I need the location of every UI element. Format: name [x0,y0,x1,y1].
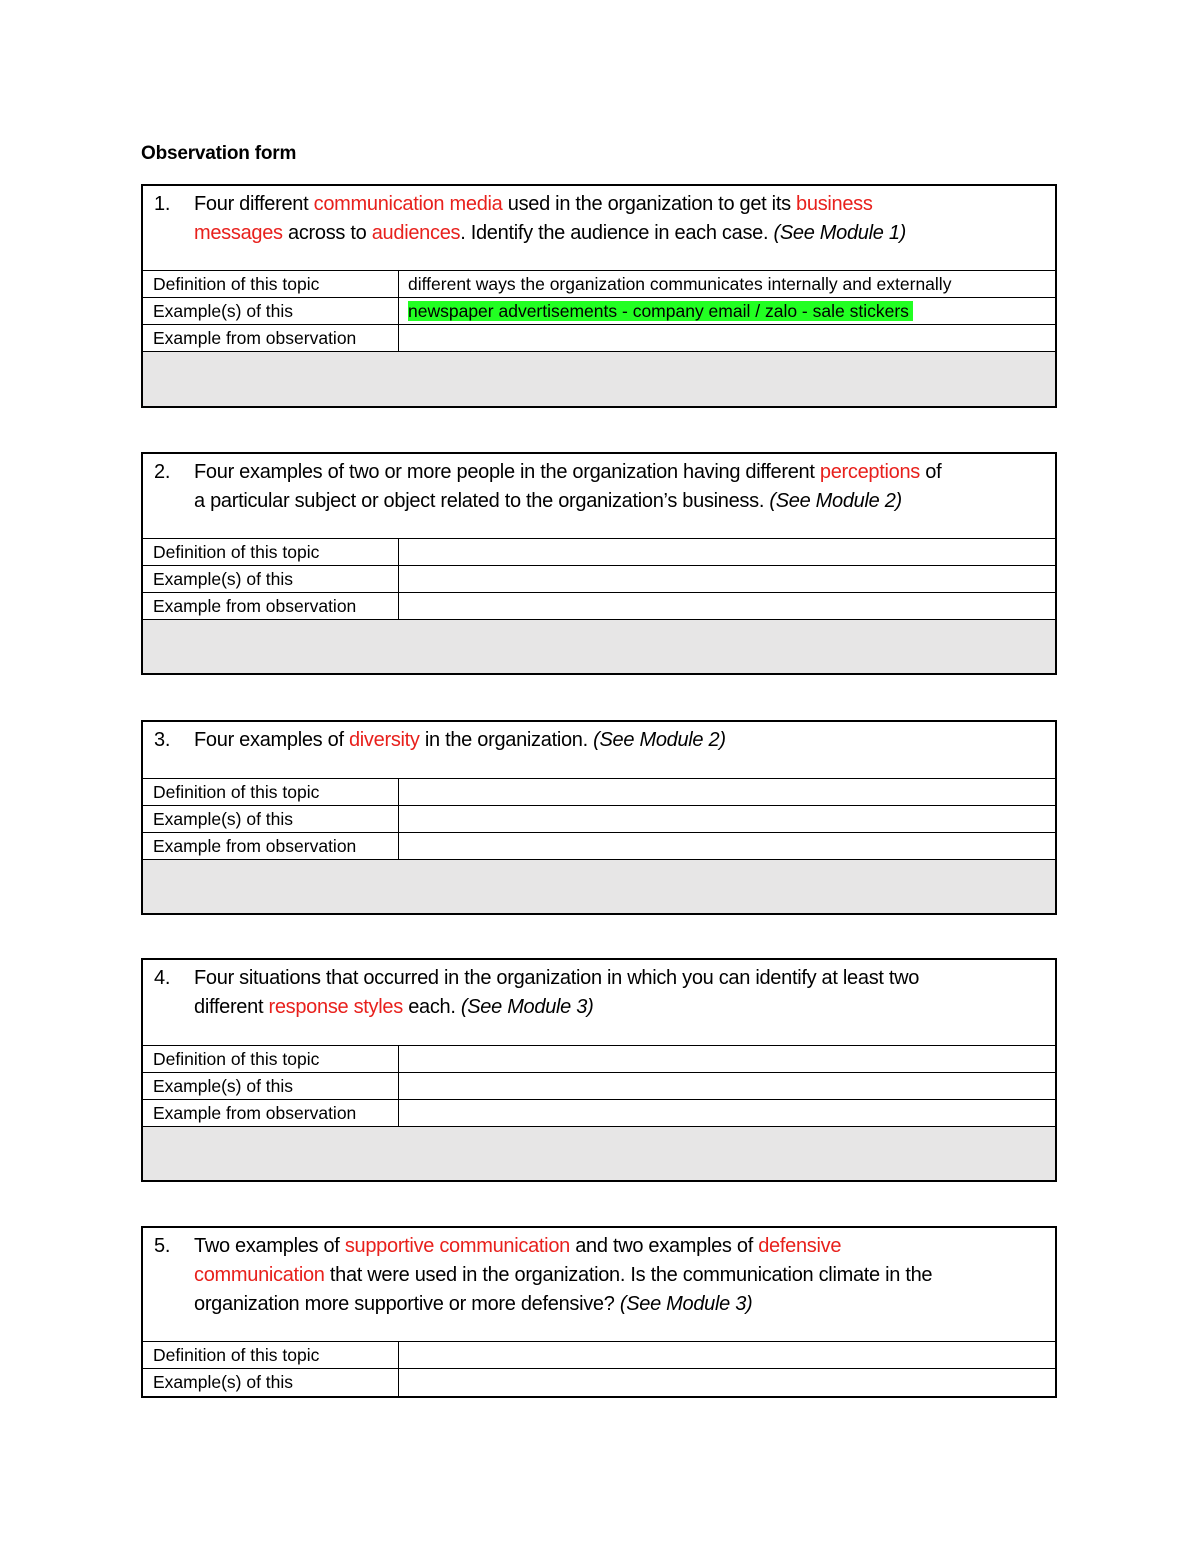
question-number: 3. [154,729,171,751]
keyword: perceptions [819,461,920,483]
question-text: Four examples of diversity in the organization. (See Module 2) [194,729,726,751]
module-reference: (See Module 2) [769,490,902,512]
question-text: Four different communication media used in the organization to get its business [194,193,873,215]
answer-area[interactable] [143,620,1055,673]
definition-field[interactable] [399,539,1055,565]
page-title: Observation form [141,143,297,164]
question-number: 1. [154,193,171,215]
module-reference: (See Module 1) [773,222,907,244]
definition-row [143,779,1055,806]
keyword: defensive [758,1235,842,1257]
question-block-1 [141,184,1057,408]
keyword: business [796,193,873,215]
keyword: communication [194,1264,325,1286]
examples-row [143,1073,1055,1100]
observation-row [143,325,1055,352]
row-label: Example from observation [143,1100,399,1126]
row-label: Example(s) of this [143,1369,399,1396]
observation-row [143,833,1055,860]
definition-field[interactable]: different ways the organization communicates internally and externally [408,274,952,294]
question-header [143,454,1055,539]
examples-field[interactable] [399,566,1055,592]
keyword: messages [194,222,283,244]
observation-row [143,1100,1055,1127]
module-reference: (See Module 3) [619,1293,753,1315]
question-number: 5. [154,1235,171,1257]
row-label: Example from observation [143,833,399,859]
row-label: Example(s) of this [143,298,399,324]
row-label: Definition of this topic [143,271,399,297]
module-reference: (See Module 3) [460,996,594,1018]
question-block-2 [141,452,1057,675]
question-text: Four situations that occurred in the organization in which you can identify at least two [194,967,920,989]
question-header [143,1228,1055,1342]
question-block-4 [141,958,1057,1182]
answer-area[interactable] [143,860,1055,913]
definition-row [143,271,1055,298]
definition-field[interactable] [399,1342,1055,1368]
observation-field[interactable] [399,593,1055,619]
keyword: supportive communication [344,1235,570,1257]
question-text: communication that were used in the organization. Is the communication climate in the [194,1264,933,1286]
question-header [143,960,1055,1046]
question-text: messages across to audiences. Identify the audience in each case. (See Module 1) [194,222,907,244]
row-label: Definition of this topic [143,1342,399,1368]
answer-area[interactable] [143,352,1055,406]
definition-field[interactable] [399,779,1055,805]
observation-field[interactable] [399,1100,1055,1126]
examples-row [143,806,1055,833]
row-label: Definition of this topic [143,539,399,565]
keyword: diversity [348,729,420,751]
keyword: communication media [313,193,503,215]
row-label: Example(s) of this [143,566,399,592]
row-label: Definition of this topic [143,779,399,805]
row-label: Example from observation [143,593,399,619]
observation-field[interactable] [399,833,1055,859]
question-text: a particular subject or object related to the organization’s business. (See Module 2) [194,490,902,512]
examples-field[interactable] [399,806,1055,832]
question-block-5 [141,1226,1057,1398]
highlighted-answer: newspaper advertisements - company email / zalo - sale stickers [408,301,913,321]
question-number: 2. [154,461,171,483]
question-text: Four examples of two or more people in the organization having different perceptions of [194,461,942,483]
definition-row [143,539,1055,566]
examples-field[interactable] [399,1073,1055,1099]
examples-field[interactable] [399,298,1055,324]
row-label: Example(s) of this [143,1073,399,1099]
examples-field[interactable] [399,1369,1055,1396]
question-number: 4. [154,967,171,989]
examples-row [143,1369,1055,1396]
definition-row [143,1342,1055,1369]
question-text: different response styles each. (See Module 3) [194,996,594,1018]
definition-field[interactable] [399,1046,1055,1072]
observation-row [143,593,1055,620]
row-label: Example(s) of this [143,806,399,832]
module-reference: (See Module 2) [593,729,726,751]
observation-field[interactable] [399,325,1055,351]
row-label: Example from observation [143,325,399,351]
examples-row [143,566,1055,593]
question-block-3 [141,720,1057,915]
question-text: Two examples of supportive communication and two examples of defensive [194,1235,842,1257]
question-header [143,186,1055,271]
question-header [143,722,1055,779]
answer-area[interactable] [143,1127,1055,1180]
question-text: organization more supportive or more defensive? (See Module 3) [194,1293,753,1315]
row-label: Definition of this topic [143,1046,399,1072]
keyword: response styles [268,996,403,1018]
keyword: audiences [371,222,461,244]
definition-row [143,1046,1055,1073]
examples-row [143,298,1055,325]
